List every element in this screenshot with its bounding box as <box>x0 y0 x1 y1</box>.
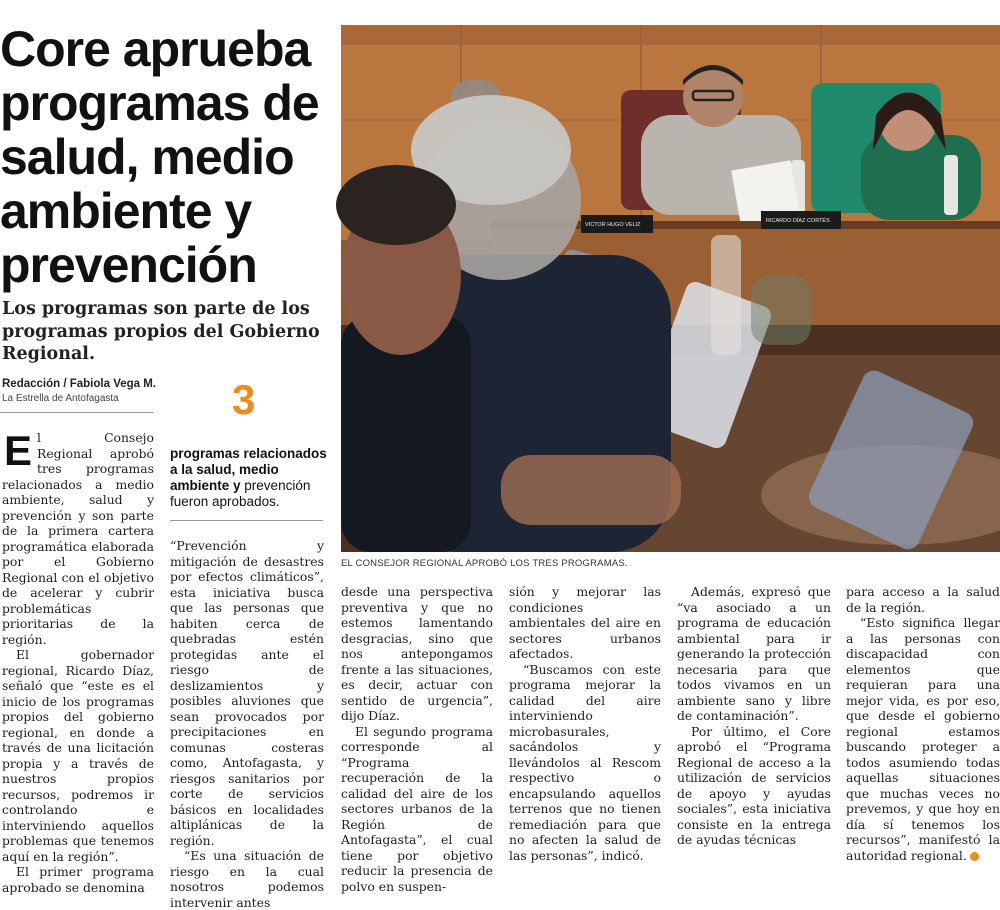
byline-divider <box>0 412 153 413</box>
article-column-5 <box>677 584 831 848</box>
paragraph: El gobernador regional, Ricardo Díaz, señaló que “este es el inicio de los programas propios del gobierno regional, en donde a través de una licitación propia y a través de nuestros propios recursos, podremos ir controlando e interviniendo aquellos problemas que tenemos aquí en la región”. <box>2 647 154 864</box>
paragraph: sión y mejorar las condiciones ambientales del aire en sectores urbanos afectados. <box>509 584 661 661</box>
paragraph: Por último, el Core aprobó el “Programa Regional de acceso a la utilización de servicios de apoyo y ayudas sociales”, esta iniciativa consiste en la entrega de ayudas técnicas <box>677 723 831 847</box>
paragraph: l Consejo Regional aprobó tres programas relacionados a medio ambiente, salud y prevención y son parte de la primera cartera programática elaborada por el Gobierno Regional con el objetivo de acelerar y cubrir problemáticas prioritarias de la región. <box>2 430 154 647</box>
byline: Redacción / Fabiola Vega M. <box>2 378 157 390</box>
publication-name: La Estrella de Antofagasta <box>2 393 119 404</box>
stat-text-bold: programas relacionados a la salud, medio ambiente y <box>170 446 327 493</box>
nameplate-right: RICARDO DÍAZ CORTÉS <box>766 218 830 224</box>
paragraph: “Buscamos con este programa mejorar la calidad del aire interviniendo microbasurales, sacándolos y llevándolos al Rescom respectivo o encapsulando aquellos terrenos que no tienen remediación para que no afecten la salud de las personas”, indicó. <box>509 661 661 863</box>
drop-cap: E <box>4 427 33 474</box>
paragraph: desde una perspectiva preventiva y que no estemos lamentando desgracias, sino que nos antepongamos frente a las situaciones, es decir, actuar con sentido de urgencia”, dijo Díaz. <box>341 584 493 723</box>
subheadline: Los programas son parte de los programas propios del Gobierno Regional. <box>2 299 320 364</box>
article-column-4 <box>509 584 661 863</box>
end-of-article-icon <box>970 852 979 861</box>
paragraph: Además, expresó que “va asociado a un programa de educación ambiental para ir generando la protección necesaria para que todos vivamos en un ambiente sano y libre de contaminación”. <box>677 584 831 723</box>
nameplate-left: VICTOR HUGO VELIZ <box>585 222 641 228</box>
paragraph: “Prevención y mitigación de desastres por efectos climáticos”, esta iniciativa busca que las personas que habiten cerca de quebradas estén protegidas ante el riesgo de deslizamientos y posibles aluviones que sean provocados por precipitaciones en comunas costeras como, Antofagasta, y riesgos sanitarios por corte de servicios básicos en localidades altiplánicas de la región. <box>170 538 324 848</box>
stat-text-regular: prevención fueron aprobados. <box>170 478 311 509</box>
headline: Core aprueba programas de salud, medio ambiente y prevención <box>0 21 319 293</box>
photo-caption: EL CONSEJOR REGIONAL APROBÓ LOS TRES PROGRAMAS. <box>341 558 628 569</box>
paragraph: “Esto significa llegar a las personas con discapacidad con elementos que requieran para una mejor vida, es por eso, que desde el gobierno regional estamos buscando proteger a todos asumiendo todas aquellas situaciones que muchas veces no prevemos, y que hoy en día sí tenemos los recursos”, manifestó la autoridad regional. <box>846 615 1000 863</box>
stat-text <box>170 446 330 510</box>
article-column-1 <box>2 427 154 895</box>
stat-divider <box>170 520 323 521</box>
paragraph: El primer programa aprobado se denomina <box>2 864 154 895</box>
article-column-2 <box>170 538 324 910</box>
article-column-6 <box>846 584 1000 863</box>
meeting-photo-illustration <box>341 25 1000 552</box>
paragraph: “Es una situación de riesgo en la cual nosotros podemos intervenir antes <box>170 848 324 910</box>
stat-number: 3 <box>232 376 256 423</box>
meeting-photo <box>341 25 1000 552</box>
paragraph: para acceso a la salud de la región. <box>846 584 1000 615</box>
paragraph: El segundo programa corresponde al “Programa recuperación de la calidad del aire de los sectores urbanos de la Región de Antofagasta”, el cual tiene por objetivo reducir la presencia de polvo en suspen- <box>341 723 493 894</box>
article-column-3 <box>341 584 493 894</box>
